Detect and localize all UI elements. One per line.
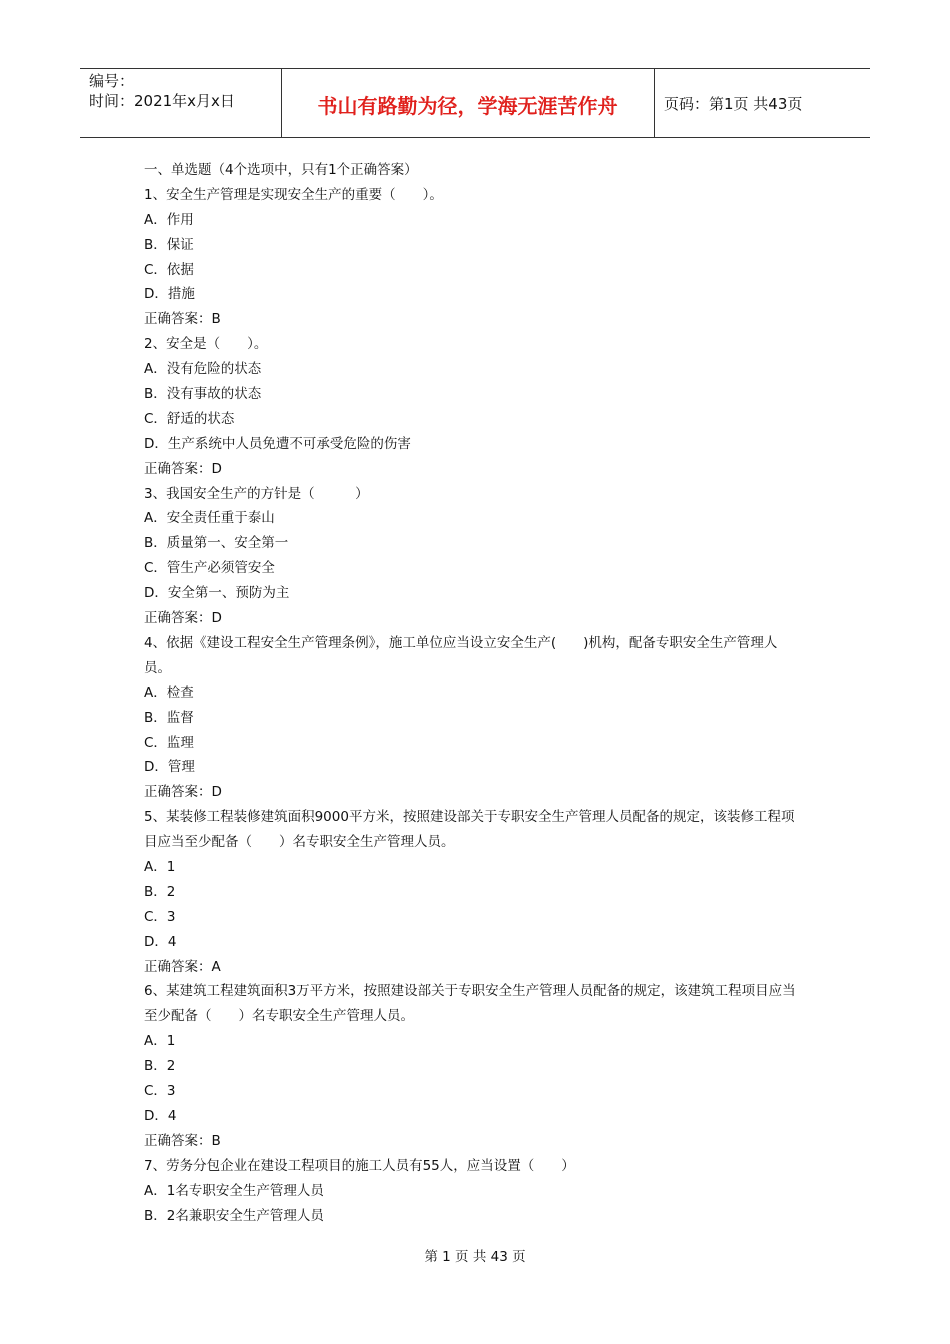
correct-answer: 正确答案：B bbox=[144, 1132, 221, 1149]
question-stem: 6、某建筑工程建筑面积3万平方米，按照建设部关于专职安全生产管理人员配备的规定，该建筑工程项目应当至少配备（ ）名专职安全生产管理人员。 bbox=[144, 983, 796, 1025]
header-page-info: 页码：第1页 共43页 bbox=[664, 95, 803, 113]
question-stem: 7、劳务分包企业在建设工程项目的施工人员有55人，应当设置（ ） bbox=[144, 1157, 575, 1174]
header-page-cell bbox=[655, 69, 870, 137]
section-title: 一、单选题（4个选项中，只有1个正确答案） bbox=[144, 162, 418, 178]
option-b: B．没有事故的状态 bbox=[144, 386, 262, 403]
question-6 bbox=[144, 979, 804, 1153]
question-stem: 4、依据《建设工程安全生产管理条例》，施工单位应当设立安全生产( )机构，配备专职安全生产管理人员。 bbox=[144, 634, 778, 676]
option-b: B．2名兼职安全生产管理人员 bbox=[144, 1207, 324, 1224]
question-3 bbox=[144, 482, 804, 631]
page-footer: 第 1 页 共 43 页 bbox=[424, 1249, 526, 1265]
question-4 bbox=[144, 631, 804, 805]
option-a: A．1名专职安全生产管理人员 bbox=[144, 1182, 324, 1199]
question-2 bbox=[144, 332, 804, 481]
header-motto-cell bbox=[281, 69, 655, 137]
option-a: A．检查 bbox=[144, 684, 194, 701]
option-b: B．监督 bbox=[144, 709, 194, 726]
option-d: D．生产系统中人员免遭不可承受危险的伤害 bbox=[144, 435, 411, 452]
question-stem: 1、安全生产管理是实现安全生产的重要（ ）。 bbox=[144, 186, 443, 203]
question-list bbox=[144, 158, 804, 1228]
question-stem: 5、某装修工程装修建筑面积9000平方米，按照建设部关于专职安全生产管理人员配备的规定，该装修工程项目应当至少配备（ ）名专职安全生产管理人员。 bbox=[144, 809, 795, 851]
option-c: C．依据 bbox=[144, 261, 194, 278]
option-a: A．没有危险的状态 bbox=[144, 361, 262, 378]
option-b: B．质量第一、安全第一 bbox=[144, 535, 289, 552]
header-motto: 书山有路勤为径，学海无涯苦作舟 bbox=[317, 94, 618, 118]
document-number-label: 编号： bbox=[89, 72, 135, 90]
question-5 bbox=[144, 805, 804, 979]
question-stem: 3、我国安全生产的方针是（ ） bbox=[144, 485, 369, 502]
option-c: C．3 bbox=[144, 1083, 176, 1100]
correct-answer: 正确答案：A bbox=[144, 958, 221, 975]
correct-answer: 正确答案：D bbox=[144, 610, 222, 627]
correct-answer: 正确答案：D bbox=[144, 784, 222, 801]
option-a: A．1 bbox=[144, 1033, 176, 1050]
option-b: B．保证 bbox=[144, 236, 194, 253]
question-1 bbox=[144, 183, 804, 332]
question-7 bbox=[144, 1154, 804, 1229]
correct-answer: 正确答案：D bbox=[144, 460, 222, 477]
option-d: D．4 bbox=[144, 1107, 177, 1124]
option-d: D．措施 bbox=[144, 286, 195, 303]
option-d: D．安全第一、预防为主 bbox=[144, 585, 290, 602]
option-d: D．管理 bbox=[144, 759, 195, 776]
header-meta-cell bbox=[80, 69, 282, 137]
question-stem: 2、安全是（ ）。 bbox=[144, 336, 268, 353]
document-time-label: 时间：2021年x月x日 bbox=[89, 92, 235, 110]
option-a: A．1 bbox=[144, 859, 176, 875]
option-c: C．3 bbox=[144, 908, 176, 925]
correct-answer: 正确答案：B bbox=[144, 311, 221, 328]
option-a: A．安全责任重于泰山 bbox=[144, 510, 275, 527]
option-c: C．管生产必须管安全 bbox=[144, 560, 275, 577]
option-c: C．监理 bbox=[144, 734, 194, 751]
page-header bbox=[80, 68, 870, 138]
option-a: A．作用 bbox=[144, 211, 194, 228]
option-b: B．2 bbox=[144, 1058, 176, 1075]
option-c: C．舒适的状态 bbox=[144, 410, 235, 427]
option-b: B．2 bbox=[144, 883, 176, 900]
option-d: D．4 bbox=[144, 933, 177, 950]
